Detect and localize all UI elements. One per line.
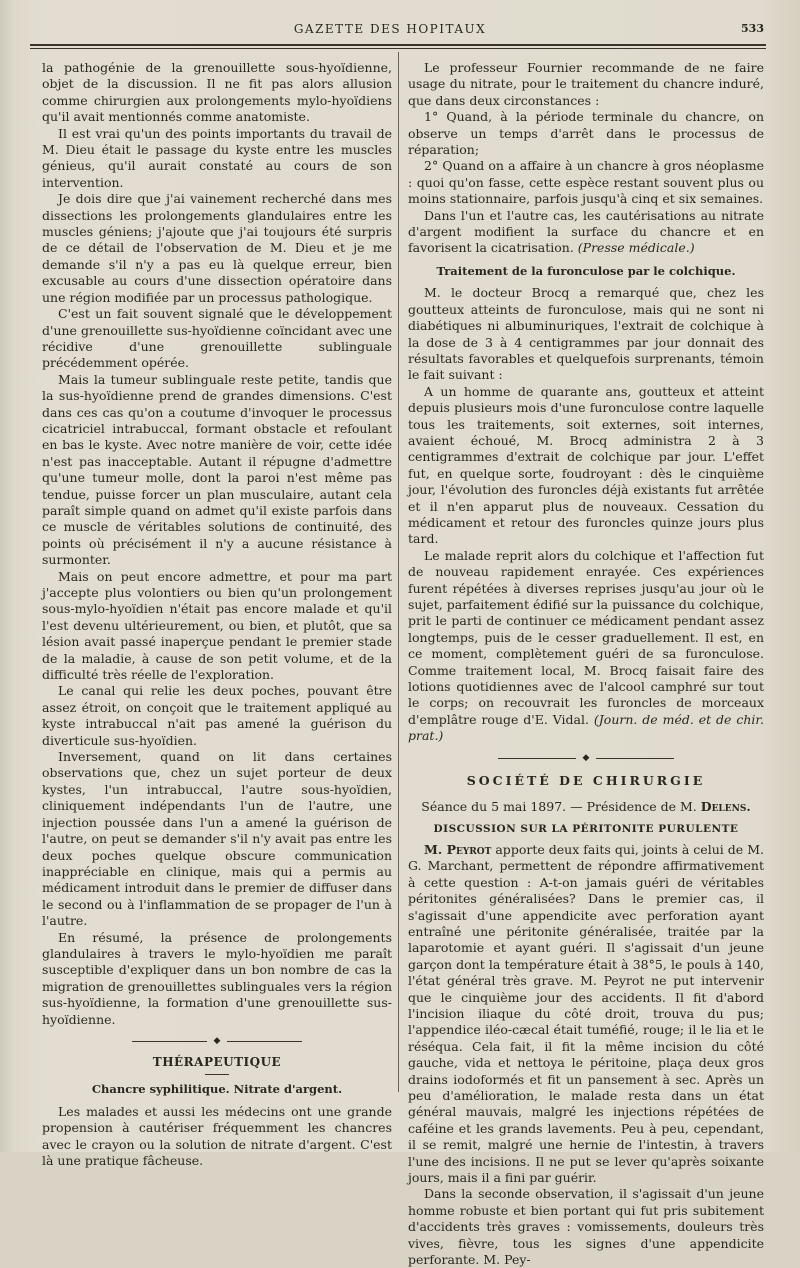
source-citation: (Journ. de méd. et de chir. prat.) — [408, 711, 764, 744]
peyrot-text: apporte deux faits qui, joints à celui de M. G. Marchant, permettent de répondre affirmativement à cette question : A-t-on jamais guéri de véritables péritonites généralisées? Dans le premier cas, il s'agissait d'une appendicite avec perforation ayant entraîné une péritonite généralisée, traitée par la laparotomie et ayant guéri. Il s'agissait d'un jeune garçon dont la température était à 38°5, le pouls à 140, l'état général très grave. M. Peyrot ne put intervenir que le cinquième jour des accidents. Il fit d'abord l'incision iliaque du côté droit, trouva du pus; l'appendice iléo-cæcal était tuméfié, rouge; il le lia et le réséqua. Cela fait, il fit la même incision du côté gauche, vida et nettoya le péritoine, plaça deux gros drains iodoformés et fit un pansement à sec. Après un peu d'amélioration, le malade resta dans un état général mauvais, malgré les injections répétées de caféine et les grands lavements. Peu à peu, cependant, il se remit, malgré une hernie de l'intestin, à travers l'une des incisions. Il ne put se lever qu'après soixante jours, mais il a fini par guérir. — [408, 841, 764, 1185]
paragraph: En résumé, la présence de prolongements glandulaires à travers le mylo-hyoïdien me paraît susceptible d'expliquer dans un bon nombre de cas la migration de grenouillettes sublinguales vers la région sus-hyoïdienne, la formation d'une grenouillette sus-hyoïdienne. — [42, 929, 392, 1027]
paragraph: Les malades et aussi les médecins ont une grande propension à cautériser fréquemment les chancres avec le crayon ou la solution de nitrate d'argent. C'est là une pratique fâcheuse. — [42, 1103, 392, 1168]
discussion-heading: DISCUSSION SUR LA PÉRITONITE PURULENTE — [433, 823, 739, 836]
paragraph: Il est vrai qu'un des points importants du travail de M. Dieu était le passage du kyste entre les muscles génieus, qu'il aurait constaté au cours de son intervention. — [42, 125, 392, 190]
paragraph: C'est un fait souvent signalé que le développement d'une grenouillette sus-hyoïdienne coïncidant avec une récidive d'une grenouillette sublinguale précédemment opérée. — [42, 306, 392, 371]
column-divider — [398, 52, 399, 1092]
paragraph — [408, 208, 764, 257]
source-citation: (Presse médicale.) — [577, 240, 695, 256]
header-rule-thin — [30, 48, 766, 49]
therapeutique-heading: THÉRAPEUTIQUE — [152, 1054, 282, 1069]
chancre-heading: Chancre syphilitique. Nitrate d'argent. — [91, 1082, 343, 1097]
list-point-1: 1° Quand, à la période terminale du chancre, on observe un temps d'arrêt dans le processus de réparation; — [408, 109, 764, 158]
society-heading: SOCIÉTÉ DE CHIRURGIE — [466, 772, 706, 788]
paragraph: M. le docteur Brocq a remarqué que, chez les goutteux atteints de furonculose, mais qui ne sont ni diabétiques ni albuminuriques, l'extrait de colchique à la dose de 3 à 4 centigrammes par jour donnait des résultats favorables et quelquefois surprenants, témoin le fait suivant : — [408, 285, 764, 383]
furoncle-last-text: Le malade reprit alors du colchique et l'affection fut de nouveau rapidement enrayée. Ces expériences furent répétées à diverses reprises jusqu'au jour où le sujet, parfaitement édifié sur la puissance du colchique, prit le parti de continuer ce médicament pendant assez longtemps, puis de le cesser graduellement. Il est, en ce moment, complètement guéri de sa furonculose. Comme traitement local, M. Brocq faisait faire des lotions quotidiennes avec de l'alcool camphré sur tout le corps; on recouvrait les furoncles de morceaux d'emplâtre rouge d'E. Vidal. — [408, 547, 764, 727]
left-column — [42, 60, 392, 1169]
paragraph — [408, 548, 764, 745]
separator-ornament: ◆ — [576, 753, 596, 763]
separator-ornament: ◆ — [207, 1036, 227, 1046]
furoncle-heading: Traitement de la furonculose par le colchique. — [436, 263, 736, 278]
page-number: 533 — [741, 22, 764, 35]
paragraph: Mais on peut encore admettre, et pour ma part j'accepte plus volontiers ou bien qu'un prolongement sous-mylo-hyoïdien n'était pas encore malade et qu'il l'est devenu ultérieurement, ou bien, et plutôt, que sa lésion avait passé inaperçue pendant le premier stade de la maladie, à cause de son petit volume, et de la difficulté très réelle de l'exploration. — [42, 568, 392, 683]
paragraph: A un homme de quarante ans, goutteux et atteint depuis plusieurs mois d'une furonculose contre laquelle tous les traitements, soit externes, soit internes, avaient échoué, M. Brocq administra 2 à 3 centigrammes d'extrait de colchique par jour. L'effet fut, en quelque sorte, foudroyant : dès le cinquième jour, l'évolution des furoncles déjà existants fut arrêtée et il n'en apparut plus de nouveaux. Cessation du médicament et retour des furoncles quinze jours plus tard. — [408, 383, 764, 547]
conclusion-text: Dans l'un et l'autre cas, les cautérisations au nitrate d'argent modifient la surface du chancre et en favorisent la cicatrisation. — [408, 207, 764, 256]
section-separator — [42, 1036, 392, 1046]
paragraph: Le canal qui relie les deux poches, pouvant être assez étroit, on conçoit que le traitement appliqué au kyste intrabuccal n'ait pas amené la guérison du diverticule sus-hyoïdien. — [42, 683, 392, 748]
heading-rule — [205, 1074, 229, 1075]
seance-text: Séance du 5 mai 1897. — Présidence de M. — [421, 799, 697, 815]
paragraph: Mais la tumeur sublinguale reste petite, tandis que la sus-hyoïdienne prend de grandes dimensions. C'est dans ces cas qu'on a coutume d'invoquer le processus cicatriciel intrabuccal, formant obstacle et refoulant en bas le kyste. Avec notre manière de voir, cette idée n'est pas inacceptable. Autant il répugne d'admettre qu'une tumeur molle, dont la paroi n'est même pas tendue, puisse forcer un plan musculaire, autant cela paraît simple quand on admet qu'il existe parfois dans ce muscle de véritables solutions de continuité, des points où précisément il n'y a aucune résistance à surmonter. — [42, 371, 392, 568]
list-point-2: 2° Quand on a affaire à un chancre à gros néoplasme : quoi qu'on fasse, cette espèce restant souvent plus ou moins stationnaire, parfois jusqu'à cinq et six semaines. — [408, 158, 764, 207]
header-rule — [30, 44, 766, 46]
seance-line — [408, 799, 764, 815]
paragraph: Le professeur Fournier recommande de ne faire usage du nitrate, pour le traitement du chancre induré, que dans deux circonstances : — [408, 60, 764, 108]
paragraph: Je dois dire que j'ai vainement recherché dans mes dissections les prolongements glandulaires entre les muscles géniens; j'ajoute que j'ai toujours été surpris de ce détail de l'observation de M. Dieu et je me demande s'il n'y a pas eu là quelque erreur, bien excusable au cours d'une dissection opératoire dans une région modifiée par un processus pathologique. — [42, 191, 392, 305]
section-separator — [408, 753, 764, 763]
speaker-name: M. Peyrot — [424, 841, 492, 857]
paragraph: Inversement, quand on lit dans certaines observations que, chez un sujet porteur de deux kystes, l'un intrabuccal, l'autre sous-hyoïdien, cliniquement indépendants l'un de l'autre, une injection poussée dans l'un a amené la guérison de l'autre, on peut se demander s'il n'y avait pas entre les deux poches quelque obscure communication inappréciable en clinique, mais qui a permis au médicament introduit dans le premier de diffuser dans le second ou à l'inflammation de se propager de l'un à l'autre. — [42, 749, 392, 929]
journal-title: GAZETTE DES HOPITAUX — [293, 22, 487, 36]
paragraph: la pathogénie de la grenouillette sous-hyoïdienne, objet de la discussion. Il ne fit pas alors allusion comme chirurgien aux prolongements mylo-hyoïdiens qu'il avait mentionnés comme anatomiste. — [42, 60, 392, 125]
paragraph — [408, 842, 764, 1187]
right-column — [408, 60, 764, 1268]
seance-president: Delens. — [700, 799, 751, 815]
paragraph: Dans la seconde observation, il s'agissait d'un jeune homme robuste et bien portant qui fut pris subitement d'accidents très graves : vomissements, douleurs très vives, fièvre, tous les signes d'une appendicite perforante. M. Pey- — [408, 1186, 764, 1268]
page-header — [30, 22, 764, 42]
